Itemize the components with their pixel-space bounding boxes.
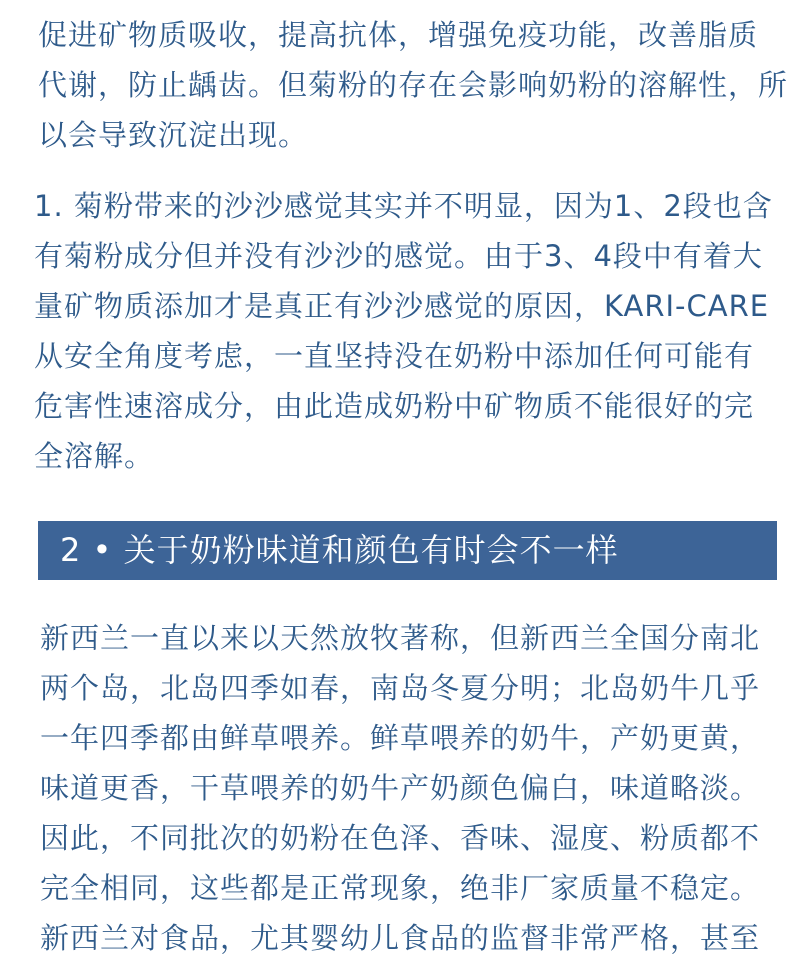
section-heading [38,521,777,580]
text-line: 量矿物质添加才是真正有沙沙感觉的原因，KARI-CARE [34,289,770,323]
text-line: 新西兰一直以来以天然放牧著称，但新西兰全国分南北 [40,621,761,655]
text-line: 促进矿物质吸收，提高抗体，增强免疫功能，改善脂质 [38,18,759,52]
paragraph-inulin-benefits [38,10,788,160]
text-line: 以会导致沉淀出现。 [38,118,309,152]
text-line: 危害性速溶成分，由此造成奶粉中矿物质不能很好的完 [34,389,755,423]
text-line: 两个岛，北岛四季如春，南岛冬夏分明；北岛奶牛几乎 [40,671,761,705]
paragraph-sandy-texture [34,181,773,481]
text-line: 有菊粉成分但并没有沙沙的感觉。由于3、4段中有着大 [34,239,763,273]
text-line: 完全相同，这些都是正常现象，绝非厂家质量不稳定。 [40,871,761,905]
text-line: 新西兰对食品，尤其婴幼儿食品的监督非常严格，甚至 [40,921,761,955]
text-line: 全溶解。 [34,439,155,473]
text-line: 1. 菊粉带来的沙沙感觉其实并不明显，因为1、2段也含 [34,189,773,223]
paragraph-taste-color [40,613,760,963]
text-line: 代谢，防止龋齿。但菊粉的存在会影响奶粉的溶解性，所 [38,68,789,102]
text-line: 一年四季都由鲜草喂养。鲜草喂养的奶牛，产奶更黄， [40,721,761,755]
text-line: 从安全角度考虑，一直坚持没在奶粉中添加任何可能有 [34,339,755,373]
text-line: 因此，不同批次的奶粉在色泽、香味、湿度、粉质都不 [40,821,761,855]
text-line: 味道更香，干草喂养的奶牛产奶颜色偏白，味道略淡。 [40,771,761,805]
section-heading-text: 2 • 关于奶粉味道和颜色有时会不一样 [60,531,619,569]
